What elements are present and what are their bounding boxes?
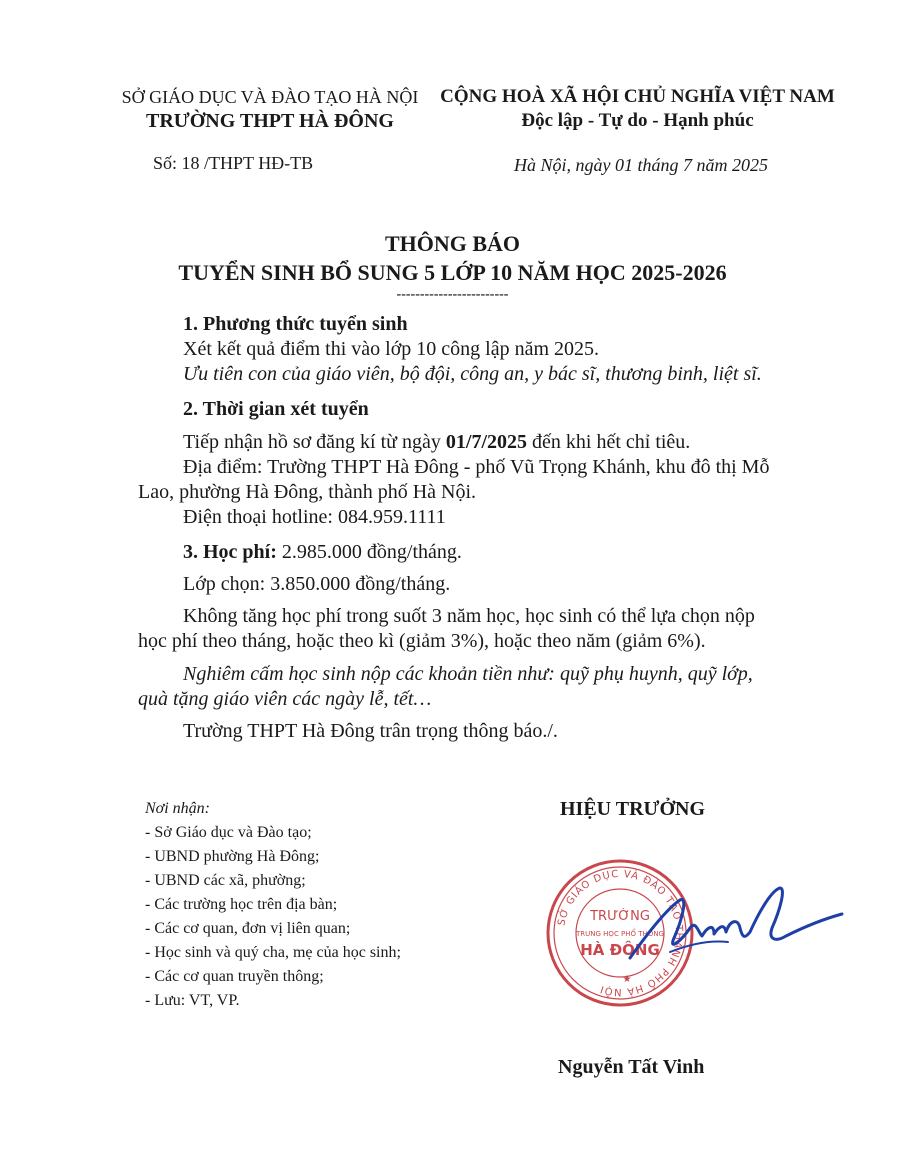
document-date: Hà Nội, ngày 01 tháng 7 năm 2025 [514,155,768,175]
seal-line-3: HÀ ĐÔNG [580,941,660,959]
reception-date: 01/7/2025 [445,431,528,453]
recipient-item: - Các cơ quan truyền thông; [145,968,324,985]
recipient-item: - Học sinh và quý cha, mẹ của học sinh; [145,944,401,961]
reception-period [183,430,690,455]
national-motto: Độc lập - Tự do - Hạnh phúc [521,110,754,131]
prohibition-line-1: Nghiêm cấm học sinh nộp các khoản tiền như: quỹ phụ huynh, quỹ lớp, [183,663,753,685]
section-3-heading: 3. Học phí: [183,541,277,563]
fee-policy-line-1: Không tăng học phí trong suốt 3 năm học, học sinh có thể lựa chọn nộp [183,605,755,627]
title-separator: ------------------------ [396,287,509,302]
recipients-title: Nơi nhận: [145,800,210,817]
section-1-line-1: Xét kết quả điểm thi vào lớp 10 công lập năm 2025. [183,338,600,360]
document-title: THÔNG BÁO [384,231,521,256]
select-class-fee: Lớp chọn: 3.850.000 đồng/tháng. [183,573,451,595]
seal-ring-text: SỞ GIÁO DỤC VÀ ĐÀO TẠO THÀNH PHỐ HÀ NỘI [556,868,685,998]
signer-title: HIỆU TRƯỞNG [560,798,706,820]
location-line-2: Lao, phường Hà Đông, thành phố Hà Nội. [138,481,477,503]
recipient-item: - Các trường học trên địa bàn; [145,896,338,913]
location-line-1: Địa điểm: Trường THPT Hà Đông - phố Vũ Trọng Khánh, khu đô thị Mỗ [183,456,770,478]
signer-name: Nguyễn Tất Vinh [558,1056,705,1078]
recipients-list [145,797,401,1013]
recipient-item: - UBND các xã, phường; [145,872,306,889]
seal-line-2: TRUNG HỌC PHỔ THÔNG [576,930,664,938]
recipient-item: - Sở Giáo dục và Đào tạo; [145,824,312,841]
tuition-amount: 2.985.000 đồng/tháng. [276,541,462,563]
recipient-item: - Lưu: VT, VP. [145,992,240,1009]
document-subtitle: TUYỂN SINH BỔ SUNG 5 LỚP 10 NĂM HỌC 2025-2026 [178,260,727,285]
closing-statement: Trường THPT Hà Đông trân trọng thông báo./. [183,720,558,742]
handwritten-signature [610,870,850,980]
national-header [435,86,840,134]
document-number: Số: 18 /THPT HĐ-TB [153,153,314,173]
reception-suffix: đến khi hết chỉ tiêu. [527,431,691,453]
recipient-item: - Các cơ quan, đơn vị liên quan; [145,920,351,937]
reception-prefix: Tiếp nhận hồ sơ đăng kí từ ngày [183,431,446,453]
section-1-heading: 1. Phương thức tuyển sinh [183,313,408,335]
agency-name: SỞ GIÁO DỤC VÀ ĐÀO TẠO HÀ NỘI [121,87,419,107]
nation-name: CỘNG HOÀ XÃ HỘI CHỦ NGHĨA VIỆT NAM [440,86,835,107]
hotline: Điện thoại hotline: 084.959.1111 [183,506,446,528]
seal-star-icon: ★ [622,974,632,985]
fee-policy-line-2: học phí theo tháng, hoặc theo kì (giảm 3%), hoặc theo năm (giảm 6%). [138,630,706,652]
seal-line-1: TRƯỜNG [590,909,650,924]
issuing-authority [105,86,435,134]
section-2-heading: 2. Thời gian xét tuyển [183,398,369,420]
tuition-fee [183,540,462,565]
recipient-item: - UBND phường Hà Đông; [145,848,320,865]
section-1-line-2: Ưu tiên con của giáo viên, bộ đội, công an, y bác sĩ, thương binh, liệt sĩ. [183,363,762,385]
school-name: TRƯỜNG THPT HÀ ĐÔNG [146,110,394,132]
title-block [0,230,905,302]
prohibition-line-2: quà tặng giáo viên các ngày lễ, tết… [138,688,432,710]
